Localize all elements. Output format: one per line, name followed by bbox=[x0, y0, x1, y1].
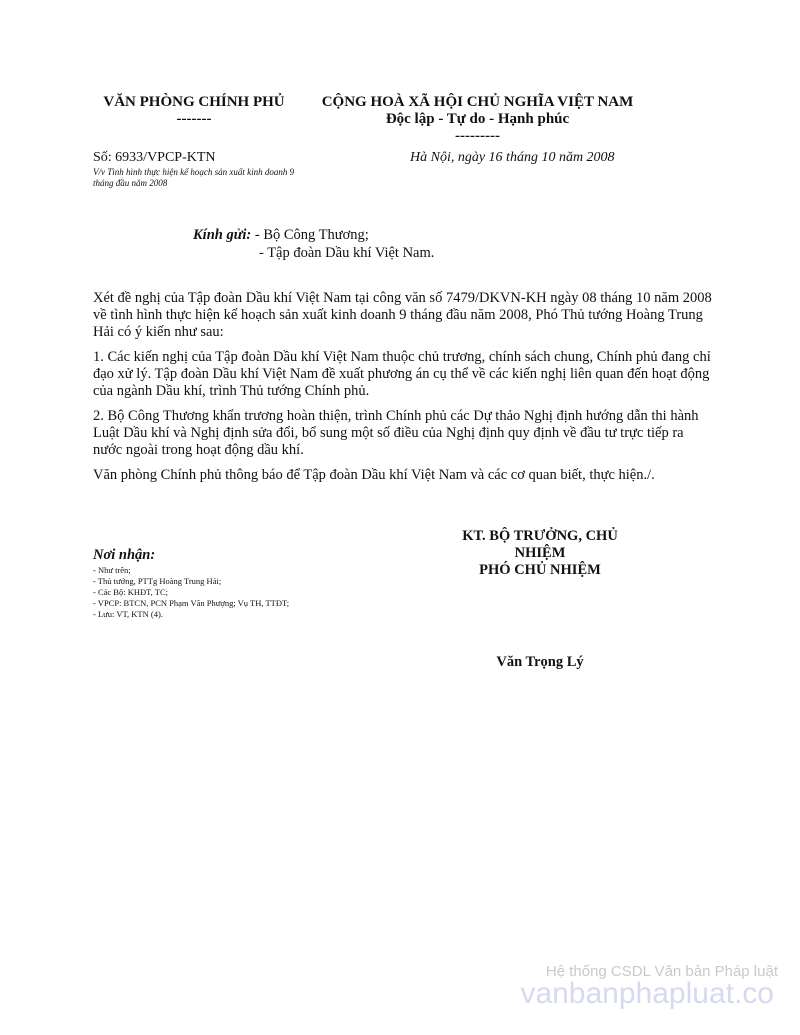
distribution-label: Nơi nhận: bbox=[93, 547, 156, 563]
document-number: Số: 6933/VPCP-KTN bbox=[93, 150, 216, 165]
watermark-caption: Hệ thống CSDL Văn bản Pháp luật bbox=[545, 963, 778, 980]
place-and-date: Hà Nội, ngày 16 tháng 10 năm 2008 bbox=[410, 150, 615, 165]
issuing-agency-block bbox=[90, 94, 298, 128]
signer-name: Văn Trọng Lý bbox=[496, 654, 584, 670]
national-title: CỘNG HOÀ XÃ HỘI CHỦ NGHĨA VIỆT NAM bbox=[321, 94, 634, 110]
recipient-1: - Bộ Công Thương; bbox=[251, 227, 369, 243]
recipient-2: - Tập đoàn Dầu khí Việt Nam. bbox=[259, 245, 435, 261]
motto-rule: --------- bbox=[455, 128, 500, 144]
body-paragraph-1: 1. Các kiến nghị của Tập đoàn Dầu khí Việt Nam thuộc chủ trương, chính sách chung, Chính phủ đang chỉ đạo xử lý. Tập đoàn Dầu khí Việt Nam đề xuất phương án cụ thể về các kiến nghị liên quan đến hoạt động của ngành Dầu khí, trình Thủ tướng Chính phủ. bbox=[93, 349, 711, 399]
distribution-item: - VPCP: BTCN, PCN Phạm Văn Phượng; Vụ TH, TTĐT; bbox=[93, 598, 290, 608]
issuing-agency: VĂN PHÒNG CHÍNH PHỦ bbox=[103, 94, 285, 110]
distribution-list bbox=[93, 565, 289, 620]
document-subject: V/v Tình hình thực hiện kế hoạch sản xuất kinh doanh 9 tháng đầu năm 2008 bbox=[93, 167, 295, 188]
distribution-item: - Thủ tướng, PTTg Hoàng Trung Hải; bbox=[93, 576, 222, 586]
watermark-site: vanbanphapluat.co bbox=[520, 977, 774, 1010]
national-header-block bbox=[305, 94, 650, 145]
signature-title: KT. BỘ TRƯỞNG, CHỦ NHIỆM bbox=[462, 528, 618, 561]
distribution-item: - Lưu: VT, KTN (4). bbox=[93, 609, 163, 619]
signature-title-block bbox=[440, 528, 640, 579]
body-paragraph-closing: Văn phòng Chính phủ thông báo để Tập đoàn Dầu khí Việt Nam và các cơ quan biết, thực hiện./. bbox=[93, 467, 655, 483]
distribution-item: - Các Bộ: KHĐT, TC; bbox=[93, 587, 168, 597]
body-paragraph-2: 2. Bộ Công Thương khẩn trương hoàn thiện, trình Chính phủ các Dự thảo Nghị định hướng dẫn thi hành Luật Dầu khí và Nghị định sửa đổi, bổ sung một số điều của Nghị định quy định về đầu tư trực tiếp ra nước ngoài trong hoạt động dầu khí. bbox=[93, 408, 699, 458]
signature-subtitle: PHÓ CHỦ NHIỆM bbox=[479, 562, 601, 578]
national-motto: Độc lập - Tự do - Hạnh phúc bbox=[385, 111, 570, 127]
letter-body bbox=[93, 290, 715, 492]
recipients-block bbox=[193, 226, 434, 262]
distribution-item: - Như trên; bbox=[93, 565, 131, 575]
agency-rule: ------- bbox=[176, 111, 212, 127]
body-paragraph-intro: Xét đề nghị của Tập đoàn Dầu khí Việt Nam tại công văn số 7479/DKVN-KH ngày 08 tháng 10 năm 2008 về tình hình thực hiện kế hoạch sản xuất kinh doanh 9 tháng đầu năm 2008, Phó Thủ tướng Hoàng Trung Hải có ý kiến như sau: bbox=[93, 290, 712, 340]
recipients-label: Kính gửi: bbox=[193, 227, 252, 243]
